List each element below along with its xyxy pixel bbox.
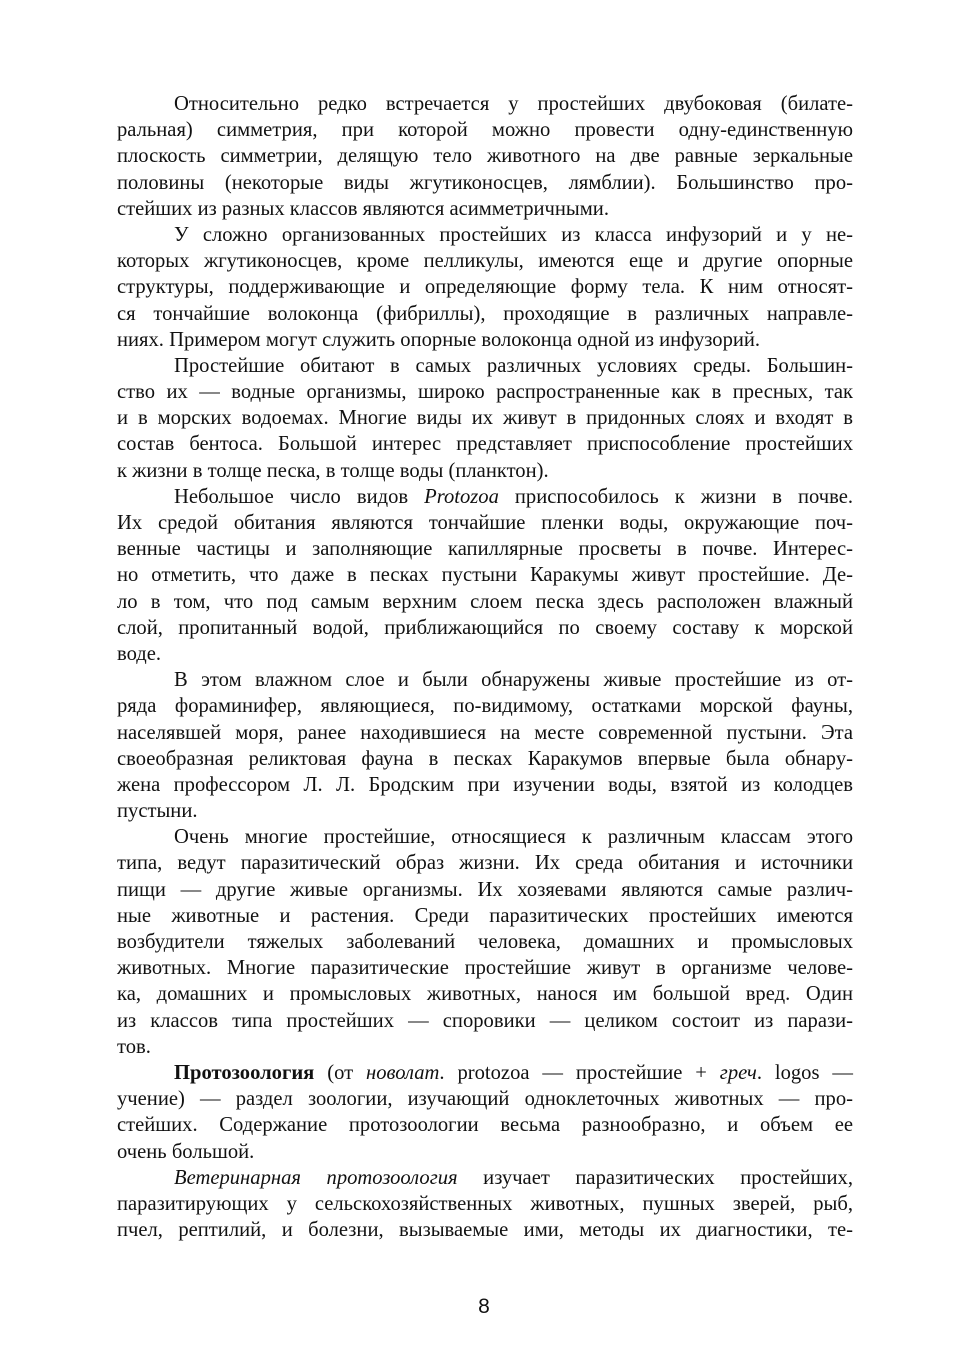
text-run: Их средой обитания являются тончайшие пленки воды, окружающие поч- xyxy=(117,512,853,534)
text-line xyxy=(117,798,853,824)
text-run: . logos — xyxy=(756,1061,853,1084)
text-run: В этом влажном слое и были обнаружены живые простейшие из от- xyxy=(174,669,853,692)
italic-term: Protozoa xyxy=(424,485,499,508)
text-line xyxy=(117,667,853,693)
text-run: Простейшие обитают в самых различных условиях среды. Большин- xyxy=(174,354,853,377)
text-run: типа, ведут паразитический образ жизни. Их среда обитания и источники xyxy=(117,852,853,875)
text-line xyxy=(117,562,853,588)
text-run: ка, домашних и промысловых животных, нанося им большой вред. Один xyxy=(117,983,853,1006)
text-run: возбудители тяжелых заболеваний человека, домашних и промысловых xyxy=(117,931,853,953)
text-run: очень большой. xyxy=(117,1140,255,1163)
text-line xyxy=(117,405,853,431)
text-line xyxy=(117,589,853,615)
text-run: Относительно редко встречается у простейших двубоковая (билате- xyxy=(174,93,853,115)
paragraph xyxy=(117,1060,853,1165)
text-run: пищи — другие живые организмы. Их хозяевами являются самые различ- xyxy=(117,878,853,901)
text-line xyxy=(117,274,853,300)
text-run: изучает паразитических простейших, xyxy=(457,1166,853,1189)
text-line xyxy=(117,536,853,562)
text-line xyxy=(117,484,853,510)
text-run: воде. xyxy=(117,642,162,665)
text-line xyxy=(117,746,853,772)
text-line xyxy=(117,1034,853,1060)
paragraph xyxy=(117,353,853,484)
text-line xyxy=(117,772,853,798)
text-run: и в морских водоемах. Многие виды их живут в придонных слоях и входят в xyxy=(117,407,853,430)
text-line xyxy=(117,929,853,955)
text-line xyxy=(117,903,853,929)
italic-term: Ветеринарная протозоология xyxy=(174,1166,458,1189)
text-run: которых жгутиконосцев, кроме пелликулы, имеются еще и другие опорные xyxy=(117,250,853,273)
text-run: ряда фораминифер, являющиеся, по-видимому, остатками морской фауны, xyxy=(117,695,853,718)
text-run: ные животные и растения. Среди паразитических простейших имеются xyxy=(117,904,853,927)
text-run: учение) — раздел зоологии, изучающий одноклеточных животных — про- xyxy=(117,1088,853,1111)
text-line xyxy=(117,1086,853,1112)
text-line xyxy=(117,143,853,169)
text-line xyxy=(117,431,853,457)
text-line xyxy=(117,1112,853,1138)
text-line xyxy=(117,877,853,903)
text-line xyxy=(117,824,853,850)
text-line xyxy=(117,170,853,196)
bold-term: Протозоология xyxy=(174,1061,315,1084)
paragraph xyxy=(117,1165,853,1244)
page-body xyxy=(117,91,853,1243)
text-line xyxy=(117,955,853,981)
text-run: стейших из разных классов являются асимметричными. xyxy=(117,197,609,220)
text-run: ниях. Примером могут служить опорные волоконца одной из инфузорий. xyxy=(117,328,761,351)
text-line xyxy=(117,1060,853,1086)
italic-term: греч xyxy=(719,1061,757,1084)
text-line xyxy=(117,379,853,405)
page-number: 8 xyxy=(478,1295,490,1318)
text-line xyxy=(117,1217,853,1243)
text-line xyxy=(117,353,853,379)
text-line xyxy=(117,720,853,746)
text-run: структуры, поддерживающие и определяющие форму тела. К ним относят- xyxy=(117,276,853,299)
paragraph xyxy=(117,91,853,222)
text-run: У сложно организованных простейших из класса инфузорий и у не- xyxy=(174,223,853,246)
text-run: жена профессором Л. Л. Бродским при изучении воды, взятой из колодцев xyxy=(117,773,853,796)
text-line xyxy=(117,222,853,248)
text-line xyxy=(117,615,853,641)
text-run: венные частицы и заполняющие капиллярные просветы в почве. Интерес- xyxy=(117,538,853,561)
text-line xyxy=(117,510,853,536)
text-line xyxy=(117,196,853,222)
text-line xyxy=(117,1191,853,1217)
text-run: из классов типа простейших — споровики — целиком состоит из парази- xyxy=(117,1009,853,1032)
text-line xyxy=(117,248,853,274)
text-run: . protozoa — простейшие + xyxy=(439,1061,720,1084)
text-line xyxy=(117,1008,853,1034)
text-line xyxy=(117,1165,853,1191)
text-run: Очень многие простейшие, относящиеся к различным классам этого xyxy=(174,826,853,849)
text-run: но отметить, что даже в песках пустыни Каракумы живут простейшие. Де- xyxy=(117,564,853,587)
text-run: плоскость симметрии, делящую тело животного на две равные зеркальные xyxy=(117,145,853,168)
text-run: пустыни. xyxy=(117,800,198,823)
paragraph xyxy=(117,824,853,1060)
text-run: тов. xyxy=(117,1035,151,1058)
text-line xyxy=(117,117,853,143)
text-run: своеобразная реликтовая фауна в песках Каракумов впервые была обнару- xyxy=(117,747,853,770)
text-run: состав бентоса. Большой интерес представляет приспособление простейших xyxy=(117,433,853,456)
text-line xyxy=(117,641,853,667)
text-run: ло в том, что под самым верхним слоем песка здесь расположен влажный xyxy=(117,590,853,613)
text-run: (от xyxy=(314,1061,367,1084)
text-line xyxy=(117,1139,853,1165)
text-run: слой, пропитанный водой, приближающийся по своему составу к морской xyxy=(117,616,853,639)
text-run: ся тончайшие волоконца (фибриллы), проходящие в различных направле- xyxy=(117,302,853,325)
text-run: приспособилось к жизни в почве. xyxy=(498,485,853,508)
italic-term: новолат xyxy=(366,1061,440,1084)
text-run: стейших. Содержание протозоологии весьма разнообразно, и объем ее xyxy=(117,1114,853,1137)
text-line xyxy=(117,693,853,719)
text-line xyxy=(117,91,853,117)
text-run: Небольшое число видов xyxy=(174,485,425,508)
text-run: паразитирующих у сельскохозяйственных животных, пушных зверей, рыб, xyxy=(117,1192,853,1215)
text-run: ральная) симметрия, при которой можно провести одну-единственную xyxy=(117,119,853,142)
text-line xyxy=(117,301,853,327)
text-run: населявшей моря, ранее находившиеся на месте современной пустыни. Эта xyxy=(117,721,853,744)
text-line xyxy=(117,327,853,353)
text-run: половины (некоторые виды жгутиконосцев, лямблии). Большинство про- xyxy=(117,171,853,194)
text-line xyxy=(117,981,853,1007)
text-run: животных. Многие паразитические простейшие живут в организме челове- xyxy=(117,957,853,980)
text-line xyxy=(117,850,853,876)
text-run: ство их — водные организмы, широко распространенные как в пресных, так xyxy=(117,381,853,404)
text-line xyxy=(117,458,853,484)
paragraph xyxy=(117,484,853,667)
text-run: пчел, рептилий, и болезни, вызываемые ими, методы их диагностики, те- xyxy=(117,1219,853,1242)
paragraph xyxy=(117,667,853,824)
text-run: к жизни в толще песка, в толще воды (планктон). xyxy=(117,459,549,482)
paragraph xyxy=(117,222,853,353)
